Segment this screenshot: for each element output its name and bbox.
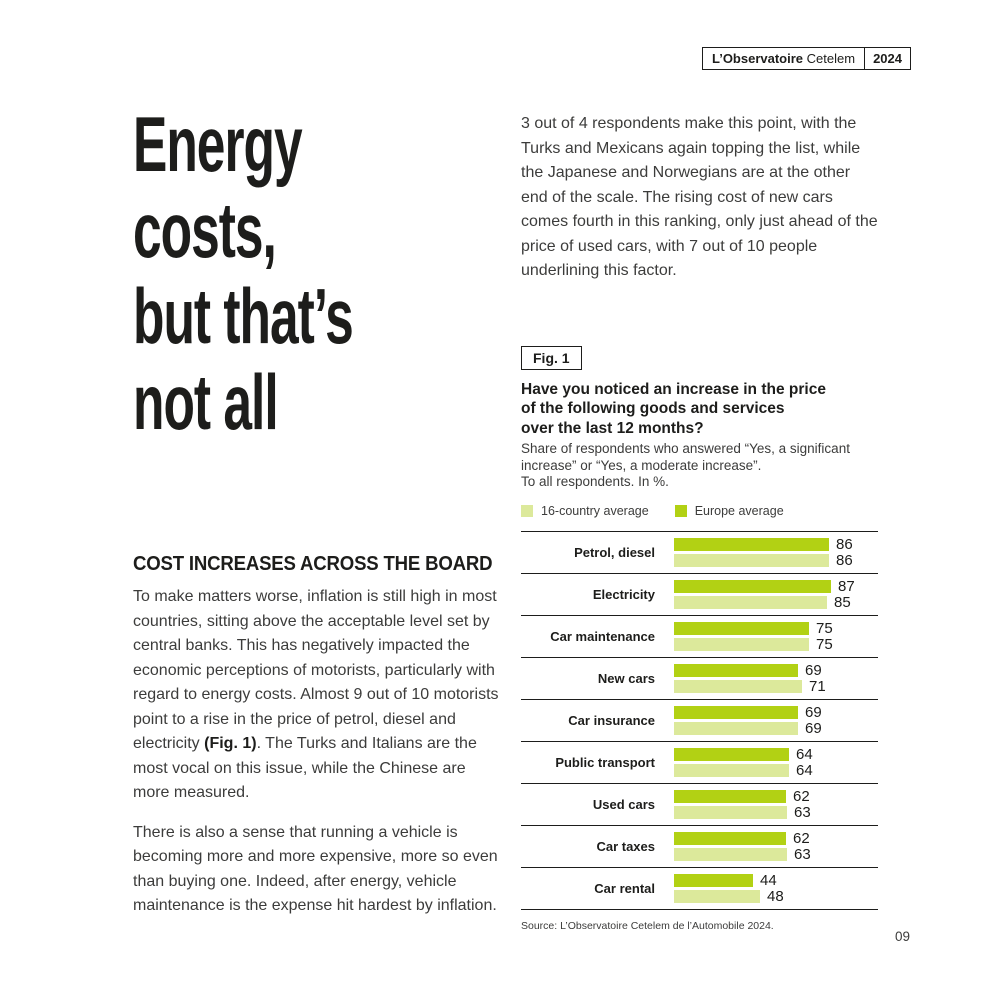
- category-bars: [674, 703, 878, 737]
- brand-name-regular: Cetelem: [806, 51, 856, 66]
- chart-subtitle-line: Share of respondents who answered “Yes, a significant: [521, 441, 850, 456]
- bar-value: 75: [816, 635, 833, 653]
- bar-16-country-average: [674, 596, 827, 609]
- chart-source: Source: L’Observatoire Cetelem de l’Automobile 2024.: [521, 919, 774, 932]
- legend-swatch-16-country-icon: [521, 505, 533, 517]
- chart-row: [521, 867, 878, 909]
- bar-europe-average: [674, 874, 753, 887]
- bar-value: 44: [760, 871, 777, 889]
- bar-value: 69: [805, 661, 822, 679]
- chart-row: [521, 783, 878, 825]
- chart-row: [521, 531, 878, 573]
- bar-line: [674, 703, 878, 721]
- figure-label: Fig. 1: [521, 346, 582, 370]
- bar-europe-average: [674, 748, 789, 761]
- bar-line: [674, 577, 878, 595]
- legend-swatch-europe-icon: [675, 505, 687, 517]
- brand-badge: [702, 47, 911, 70]
- chart-title-line: Have you noticed an increase in the price: [521, 380, 826, 398]
- paragraph-text: To make matters worse, inflation is still high in most countries, sitting above the acceptable level set by central banks. This has negatively impacted the economic perceptions of motorists, particularly with regard to energy costs. Almost 9 out of 10 motorists point to a rise in the price of petrol, diesel and electricity: [133, 588, 499, 752]
- category-bars: [674, 577, 878, 611]
- bar-16-country-average: [674, 680, 802, 693]
- bar-line: [674, 887, 878, 905]
- chart-row: [521, 825, 878, 867]
- bar-line: [674, 551, 878, 569]
- bar-16-country-average: [674, 722, 798, 735]
- category-bars: [674, 535, 878, 569]
- chart-row: [521, 699, 878, 741]
- legend-item-16-country: [521, 504, 649, 518]
- chart-subtitle: [521, 441, 878, 491]
- bar-line: [674, 719, 878, 737]
- category-label: New cars: [597, 670, 655, 686]
- bar-16-country-average: [674, 764, 789, 777]
- page-title-line: not all: [133, 358, 278, 446]
- category-label: Car taxes: [596, 838, 655, 854]
- bar-line: [674, 745, 878, 763]
- bar-value: 64: [796, 745, 813, 763]
- bar-europe-average: [674, 538, 829, 551]
- page-number: 09: [894, 929, 910, 944]
- bar-value: 86: [836, 551, 853, 569]
- brand-year: 2024: [865, 47, 911, 70]
- bar-line: [674, 619, 878, 637]
- section-heading: COST INCREASES ACROSS THE BOARD: [133, 553, 493, 575]
- chart-subtitle-line: increase” or “Yes, a moderate increase”.: [521, 457, 762, 473]
- bar-16-country-average: [674, 554, 829, 567]
- bar-16-country-average: [674, 848, 787, 861]
- bar-europe-average: [674, 580, 831, 593]
- bar-line: [674, 635, 878, 653]
- category-bars: [674, 829, 878, 863]
- chart-title: [521, 380, 878, 439]
- chart-title-line: of the following goods and services: [521, 400, 785, 417]
- page-title: [133, 101, 501, 445]
- category-bars: [674, 871, 878, 905]
- body-paragraph-2: There is also a sense that running a vehicle is becoming more and more expensive, more so even than buying one. Indeed, after energy, vehicle maintenance is the expense hit hardest by inflation.: [133, 823, 498, 914]
- chart-row: [521, 657, 878, 699]
- legend-label: Europe average: [694, 503, 784, 518]
- bar-line: [674, 677, 878, 695]
- category-label: Petrol, diesel: [574, 544, 655, 560]
- bar-line: [674, 829, 878, 847]
- chart-row: [521, 615, 878, 657]
- category-bars: [674, 787, 878, 821]
- bar-europe-average: [674, 832, 786, 845]
- bar-value: 86: [836, 535, 853, 553]
- bar-value: 48: [767, 887, 784, 905]
- bar-line: [674, 787, 878, 805]
- bar-value: 63: [794, 803, 811, 821]
- bar-16-country-average: [674, 806, 787, 819]
- brand-logo: [702, 47, 865, 70]
- bar-europe-average: [674, 790, 786, 803]
- bar-chart: [521, 531, 878, 910]
- category-label: Car insurance: [568, 712, 655, 728]
- bar-line: [674, 845, 878, 863]
- category-bars: [674, 619, 878, 653]
- chart-subtitle-line: To all respondents. In %.: [521, 474, 669, 489]
- bar-line: [674, 593, 878, 611]
- bar-line: [674, 535, 878, 553]
- page-title-line: Energy: [133, 100, 302, 188]
- legend-label: 16-country average: [541, 503, 649, 518]
- bar-value: 62: [793, 787, 810, 805]
- bar-europe-average: [674, 622, 809, 635]
- bar-value: 71: [809, 677, 826, 695]
- bar-line: [674, 871, 878, 889]
- right-column: [521, 112, 878, 932]
- page-title-line: but that’s: [133, 272, 353, 360]
- body-paragraph-1: [133, 585, 501, 806]
- bar-europe-average: [674, 706, 798, 719]
- category-label: Used cars: [592, 796, 655, 812]
- category-bars: [674, 745, 878, 779]
- bar-value: 87: [838, 577, 855, 595]
- paragraph-text: . The Turks and Italians are the most vocal on this issue, while the Chinese are more measured.: [133, 735, 477, 801]
- bar-value: 69: [805, 703, 822, 721]
- bar-value: 75: [816, 619, 833, 637]
- figure-reference: (Fig. 1): [204, 735, 257, 752]
- bar-value: 69: [805, 719, 822, 737]
- bar-value: 62: [793, 829, 810, 847]
- page-title-line: costs,: [133, 186, 276, 274]
- legend-item-europe: [675, 504, 784, 518]
- bar-line: [674, 661, 878, 679]
- bar-16-country-average: [674, 638, 809, 651]
- bar-line: [674, 803, 878, 821]
- left-column: [133, 101, 501, 919]
- chart-row: [521, 741, 878, 783]
- category-label: Public transport: [555, 754, 655, 770]
- bar-value: 64: [796, 761, 813, 779]
- bar-16-country-average: [674, 890, 760, 903]
- chart-row: [521, 573, 878, 615]
- bar-value: 85: [834, 593, 851, 611]
- bar-line: [674, 761, 878, 779]
- category-label: Car maintenance: [550, 628, 655, 644]
- category-label: Car rental: [594, 880, 655, 896]
- chart-title-line: over the last 12 months?: [521, 419, 704, 437]
- bar-value: 63: [794, 845, 811, 863]
- intro-paragraph: 3 out of 4 respondents make this point, with the Turks and Mexicans again topping the list, while the Japanese and Norwegians are at the other end of the scale. The rising cost of new cars comes fourth in this ranking, only just ahead of the price of used cars, with 7 out of 10 people underlining this factor.: [521, 115, 878, 279]
- category-label: Electricity: [592, 586, 655, 602]
- chart-legend: [521, 504, 878, 518]
- category-bars: [674, 661, 878, 695]
- bar-europe-average: [674, 664, 798, 677]
- brand-name-bold: L’Observatoire: [711, 51, 804, 66]
